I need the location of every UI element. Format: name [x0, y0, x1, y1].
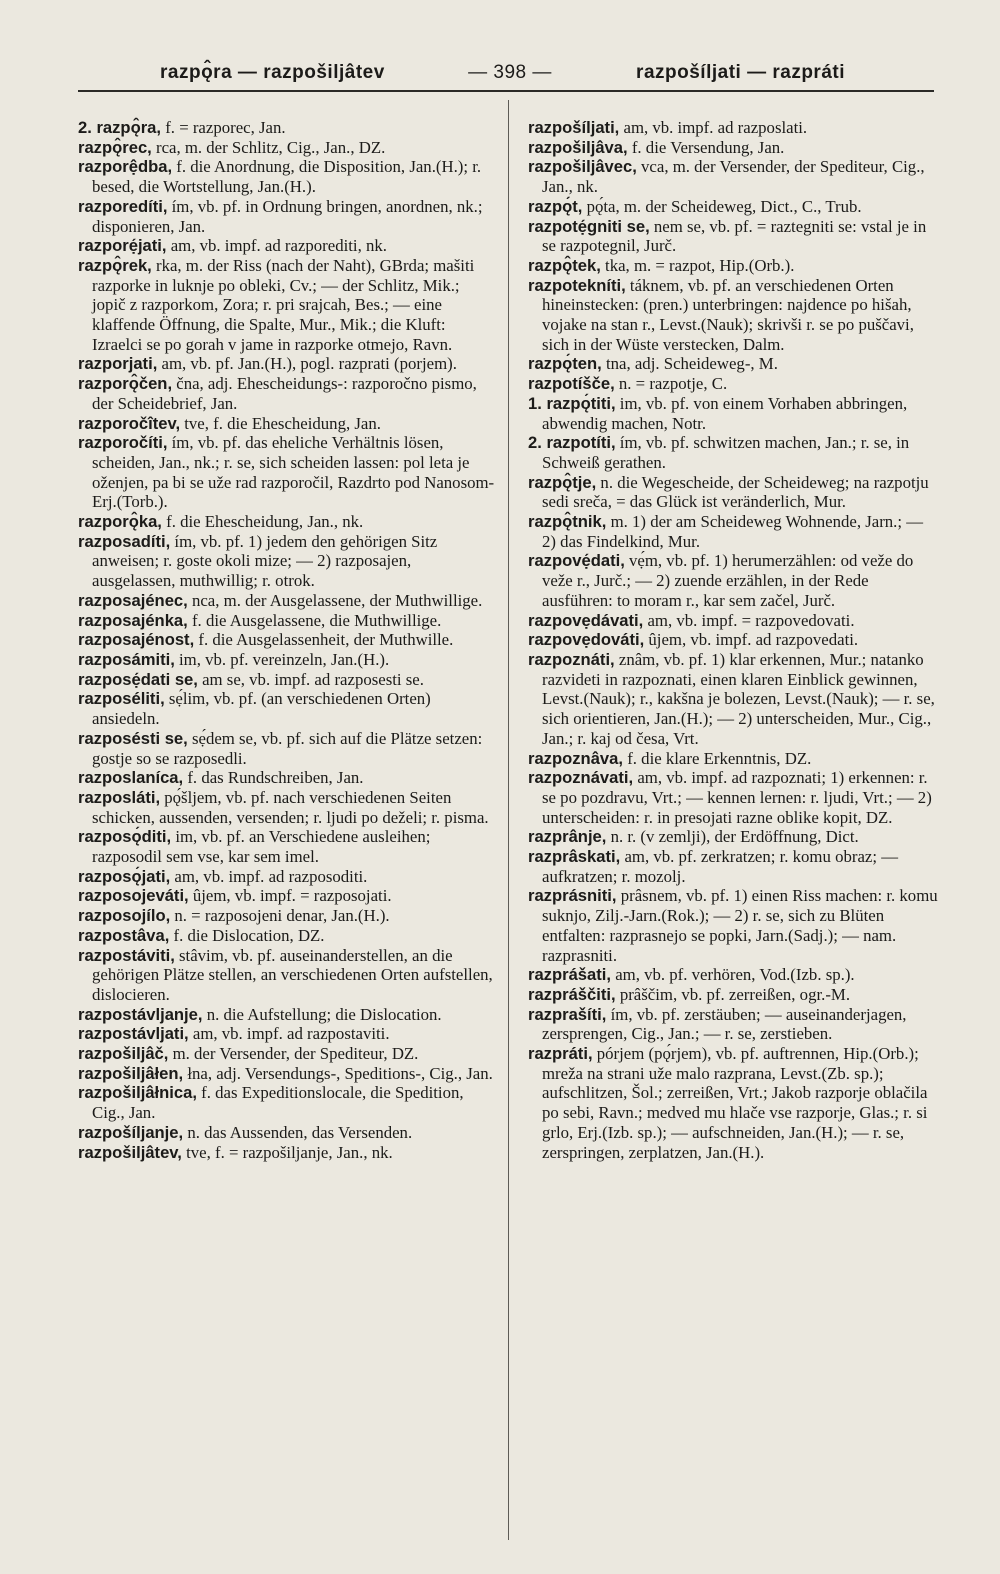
- definition: f. das Expeditionslocale, die Spedition, Cig., Jan.: [92, 1083, 464, 1123]
- headword: razpráti,: [528, 1044, 593, 1064]
- headword: razposlaníca,: [78, 768, 184, 788]
- dictionary-entry: [78, 354, 495, 374]
- headword: razpostâva,: [78, 925, 170, 945]
- definition: im, vb. pf. an Verschiedene ausleihen; razposodil sem vse, kar sem imel.: [92, 827, 431, 867]
- definition: f. das Rundschreiben, Jan.: [183, 768, 364, 788]
- dictionary-entry: [528, 630, 938, 650]
- definition: pórjem (pǫ́rjem), vb. pf. auftrennen, Hip.(Orb.); mreža na strani uže malo razprana, Levst.(Zb. sp.); aufschlitzen, Šol.; zerreißen, Vrt.; Jakob razporje oblačila po sebi, Ravn.; medved mu hlače vse razporje, Glas.; r. si grlo, Erj.(Izb. sp.); — aufschneiden, Jan.(H.); — r. se, zerspringen, zerplatzen, Jan.(H.).: [542, 1044, 928, 1162]
- headword: razpošiljâva,: [528, 137, 628, 157]
- dictionary-entry: [78, 414, 495, 434]
- dictionary-entry: [78, 670, 495, 690]
- dictionary-entry: [78, 1083, 495, 1122]
- definition: m. der Versender, der Spediteur, DZ.: [168, 1044, 419, 1064]
- dictionary-entry: [528, 650, 938, 749]
- headword: razporǫ̂čen,: [78, 374, 173, 394]
- dictionary-entry: [78, 1005, 495, 1025]
- dictionary-entry: [78, 946, 495, 1005]
- definition: ím, vb. pf. das eheliche Verhältnis lösen, scheiden, Jan., nk.; r. se, sich scheiden lassen: pol leta je oženjen, pa bi se uže rad razporočil, Razdrto pod Nanosom-Erj.(Torb.).: [92, 433, 495, 512]
- dictionary-entry: [528, 256, 938, 276]
- headword: razpovẹ́dati,: [528, 551, 625, 571]
- headword: razposẹ́dati se,: [78, 669, 198, 689]
- dictionary-entry: [78, 650, 495, 670]
- dictionary-entry: [78, 118, 495, 138]
- definition: f. die Versendung, Jan.: [627, 137, 785, 157]
- headword: 2. razpǫ̂ra,: [78, 118, 162, 137]
- dictionary-entry: [528, 138, 938, 158]
- definition: tna, adj. Scheideweg-, M.: [601, 354, 778, 374]
- dictionary-entry: [528, 473, 938, 512]
- dictionary-entry: [78, 1123, 495, 1143]
- headword: razposláti,: [78, 787, 161, 807]
- left-column: [78, 118, 495, 1162]
- dictionary-entry: [78, 926, 495, 946]
- dictionary-entry: [528, 768, 938, 827]
- headword: razporjati,: [78, 354, 158, 374]
- dictionary-entry: [78, 1024, 495, 1044]
- headword: razposámiti,: [78, 649, 175, 669]
- definition: ím, vb. pf. in Ordnung bringen, anordnen, nk.; disponieren, Jan.: [92, 196, 483, 236]
- dictionary-entry: [528, 827, 938, 847]
- definition: n. r. (v zemlji), der Erdöffnung, Dict.: [606, 827, 859, 847]
- definition: tka, m. = razpot, Hip.(Orb.).: [600, 255, 795, 275]
- definition: vẹ́m, vb. pf. 1) herumerzählen: od veže do veže r., Jurč.; — 2) zuende erzählen, in der Rede ausführen: to moram r., kar sem začel, Jurč.: [542, 551, 914, 610]
- definition: táknem, vb. pf. an verschiedenen Orten hineinstecken: (pren.) unterbringen: najdence po hišah, vojake na stan r., Levst.(Nauk); skrivši r. se po puščavi, sich in der Wüste verstecken, Dalm.: [542, 275, 914, 354]
- headword: razposojeváti,: [78, 886, 189, 906]
- headword: razpǫ̂tnik,: [528, 512, 607, 532]
- dictionary-entry: [78, 788, 495, 827]
- definition: n. = razposojeni denar, Jan.(H.).: [170, 906, 390, 926]
- headword: razposéliti,: [78, 689, 165, 709]
- headword: razporẹ́jati,: [78, 236, 167, 256]
- definition: f. die Dislocation, DZ.: [169, 925, 325, 945]
- definition: sẹ́dem se, vb. pf. sich auf die Plätze setzen: gostje so se razposedli.: [92, 728, 483, 768]
- headword: razposajénec,: [78, 590, 188, 610]
- headword: razpostávljati,: [78, 1024, 189, 1044]
- definition: ím, vb. pf. zerstäuben; — auseinanderjagen, zersprengen, Cig., Jan.; — r. se, zerstieben.: [542, 1004, 907, 1044]
- definition: vca, m. der Versender, der Spediteur, Cig., Jan., nk.: [542, 157, 925, 197]
- dictionary-entry: [78, 867, 495, 887]
- dictionary-entry: [78, 157, 495, 196]
- definition: čna, adj. Ehescheidungs-: razporočno pismo, der Scheidebrief, Jan.: [92, 374, 477, 413]
- definition: n. die Aufstellung; die Dislocation.: [202, 1004, 442, 1024]
- definition: am se, vb. impf. ad razposesti se.: [197, 669, 424, 689]
- headword: razposadíti,: [78, 531, 171, 551]
- headword: razprášati,: [528, 965, 612, 985]
- definition: rka, m. der Riss (nach der Naht), GBrda; mašiti razporke in luknje po obleki, Cv.; — der Schlitz, Mik.; jopič z razporkom, Zora; r. pri srajcah, Bes.; — eine klaffende Öffnung, die Spalte, Mur., Mik.; die Kluft: Izraelci se po gorah v jame in razporke otmejo, Ravn.: [92, 255, 475, 354]
- headword: razprânje,: [528, 827, 607, 847]
- headword: razpǫ́ten,: [528, 354, 602, 374]
- dictionary-entry: [78, 827, 495, 866]
- definition: am, vb. impf. ad razposlati.: [619, 118, 808, 137]
- headword: razpotekníti,: [528, 275, 626, 295]
- headword: razpošiljâłnica,: [78, 1083, 197, 1103]
- definition: pǫ́ta, m. der Scheideweg, Dict., C., Trub.: [582, 196, 862, 216]
- headword: razprâskati,: [528, 847, 621, 867]
- dictionary-entry: [78, 729, 495, 768]
- headword: razpošiljâtev,: [78, 1142, 182, 1162]
- headword: razporǫ̂ka,: [78, 512, 162, 532]
- headword: razposojílo,: [78, 906, 171, 926]
- definition: tve, f. die Ehescheidung, Jan.: [180, 413, 381, 433]
- definition: f. die klare Erkenntnis, DZ.: [623, 748, 812, 768]
- definition: ím, vb. pf. schwitzen machen, Jan.; r. se, in Schweiß gerathen.: [542, 433, 910, 472]
- headword: razpotẹ́gniti se,: [528, 216, 650, 236]
- headword: razposǫ́diti,: [78, 827, 172, 847]
- dictionary-entry: [78, 197, 495, 236]
- dictionary-entry: [78, 591, 495, 611]
- definition: f. die Ehescheidung, Jan., nk.: [161, 512, 364, 532]
- definition: im, vb. pf. von einem Vorhaben abbringen, abwendig machen, Notr.: [542, 393, 908, 433]
- headword: razpoznâva,: [528, 748, 623, 768]
- dictionary-entry: [78, 611, 495, 631]
- headword: 2. razpotíti,: [528, 433, 616, 453]
- headword: razporedíti,: [78, 196, 168, 216]
- dictionary-entry: [528, 512, 938, 551]
- dictionary-entry: [78, 1143, 495, 1163]
- dictionary-entry: [528, 847, 938, 886]
- headword: razpǫ̂tek,: [528, 255, 601, 275]
- dictionary-entry: [528, 374, 938, 394]
- headword: razporočíti,: [78, 433, 168, 453]
- headword: razposajénka,: [78, 610, 188, 630]
- dictionary-entry: [528, 354, 938, 374]
- definition: prâsnem, vb. pf. 1) einen Riss machen: r. komu suknjo, Zilj.-Jarn.(Rok.); — 2) r. se, sich zu Blüten entfalten: razprasnejo se popki, Jarn.(Sadj.); — nam. razprasniti.: [542, 886, 938, 965]
- dictionary-entry: [528, 118, 938, 138]
- definition: im, vb. pf. vereinzeln, Jan.(H.).: [174, 649, 390, 669]
- headword: razpráščiti,: [528, 984, 616, 1004]
- definition: łna, adj. Versendungs-, Speditions-, Cig., Jan.: [183, 1063, 493, 1083]
- column-separator: [508, 100, 509, 1540]
- dictionary-entry: [528, 1044, 938, 1162]
- running-header: [0, 58, 1000, 92]
- dictionary-entry: [528, 433, 938, 472]
- definition: am, vb. impf. ad razporediti, nk.: [166, 236, 387, 256]
- definition: n. die Wegescheide, der Scheideweg; na razpotju sedi sreča, = das Glück ist veränderlich, Mur.: [542, 472, 929, 512]
- definition: znâm, vb. pf. 1) klar erkennen, Mur.; natanko razvideti in razpoznati, einen klaren Einblick gewinnen, Levst.(Nauk); r., kakšna je bolezen, Levst.(Nauk); — r. se, sich orientieren, Jan.(H.); — 2) unterscheiden, Mur., Cig., Jan.; r. kaj od česa, Vrt.: [542, 649, 935, 748]
- headword: razprašíti,: [528, 1004, 607, 1024]
- dictionary-entry: [528, 157, 938, 196]
- dictionary-entry: [78, 433, 495, 512]
- definition: am, vb. impf. ad razposoditi.: [170, 866, 368, 886]
- headword: razporočîtev,: [78, 413, 181, 433]
- header-left-guideword: razpǫ̂ra — razpošiljâtev: [160, 62, 385, 83]
- definition: ûjem, vb. impf. = razposojati.: [188, 886, 392, 906]
- dictionary-entry: [78, 374, 495, 413]
- definition: am, vb. impf. ad razpoznati; 1) erkennen: r. se po pozdravu, Vrt.; — kennen lernen: r. ljudi, Vrt.; — 2) unterscheiden: r. in presojati razne oblike kopit, DZ.: [542, 768, 932, 827]
- dictionary-entry: [528, 965, 938, 985]
- definition: m. 1) der am Scheideweg Wohnende, Jarn.; — 2) das Findelkind, Mur.: [542, 512, 924, 551]
- headword: razpošiljâłen,: [78, 1063, 184, 1083]
- definition: rca, m. der Schlitz, Cig., Jan., DZ.: [151, 137, 386, 157]
- definition: sẹ́lim, vb. pf. (an verschiedenen Orten) ansiedeln.: [92, 689, 431, 729]
- headword: razpošiljâvec,: [528, 157, 637, 177]
- dictionary-entry: [78, 532, 495, 591]
- headword: razpoznáti,: [528, 649, 615, 669]
- dictionary-entry: [528, 276, 938, 355]
- headword: razpotíšče,: [528, 374, 615, 394]
- dictionary-entry: [78, 256, 495, 355]
- headword: razposajénost,: [78, 630, 195, 650]
- dictionary-entry: [78, 689, 495, 728]
- dictionary-entry: [78, 138, 495, 158]
- dictionary-entry: [528, 1005, 938, 1044]
- definition: n. = razpotje, C.: [614, 374, 728, 394]
- definition: f. die Anordnung, die Disposition, Jan.(H.); r. besed, die Wortstellung, Jan.(H.).: [92, 157, 482, 197]
- definition: ûjem, vb. impf. ad razpovedati.: [644, 630, 859, 650]
- dictionary-entry: [78, 906, 495, 926]
- dictionary-entry: [78, 512, 495, 532]
- definition: f. die Ausgelassenheit, der Muthwille.: [194, 630, 454, 650]
- header-rule: [78, 90, 934, 92]
- headword: razpošíljanje,: [78, 1122, 184, 1142]
- dictionary-entry: [78, 236, 495, 256]
- headword: razposǫ́jati,: [78, 866, 171, 886]
- headword: razpovẹdávati,: [528, 610, 644, 630]
- dictionary-entry: [528, 197, 938, 217]
- headword: 1. razpǫ́titi,: [528, 393, 616, 413]
- definition: ím, vb. pf. 1) jedem den gehörigen Sitz anweisen; r. goste okoli mize; — 2) razposajen, ausgelassen, muthwillig; r. otrok.: [92, 531, 438, 591]
- dictionary-entry: [78, 630, 495, 650]
- headword: razpǫ̂rec,: [78, 137, 152, 157]
- definition: prâščim, vb. pf. zerreißen, ogr.-M.: [615, 984, 851, 1004]
- definition: stâvim, vb. pf. auseinanderstellen, an die gehörigen Plätze stellen, an verschiedenen Orten aufstellen, dislocieren.: [92, 945, 493, 1004]
- headword: razpostáviti,: [78, 945, 175, 965]
- definition: am, vb. pf. zerkratzen; r. komu obraz; — aufkratzen; r. mozolj.: [542, 847, 898, 886]
- headword: razpovẹdováti,: [528, 630, 645, 650]
- definition: am, vb. impf. ad razpostaviti.: [188, 1024, 390, 1044]
- header-right-guideword: razpošíljati — razpráti: [636, 62, 845, 83]
- dictionary-entry: [528, 611, 938, 631]
- definition: tve, f. = razpošiljanje, Jan., nk.: [181, 1142, 393, 1162]
- dictionary-entry: [78, 1044, 495, 1064]
- definition: f. = razporec, Jan.: [161, 118, 286, 137]
- definition: am, vb. pf. Jan.(H.), pogl. razprati (porjem).: [157, 354, 457, 374]
- definition: am, vb. impf. = razpovedovati.: [643, 610, 855, 630]
- dictionary-entry: [78, 1064, 495, 1084]
- definition: nem se, vb. pf. = raztegniti se: vstal je in se razpotegnil, Jurč.: [542, 216, 927, 256]
- headword: razprásniti,: [528, 886, 617, 906]
- right-column: [528, 118, 938, 1162]
- definition: am, vb. pf. verhören, Vod.(Izb. sp.).: [611, 965, 855, 985]
- definition: f. die Ausgelassene, die Muthwillige.: [187, 610, 442, 630]
- headword: razpošiljâč,: [78, 1044, 169, 1064]
- dictionary-entry: [78, 768, 495, 788]
- headword: razporệdba,: [78, 157, 173, 177]
- headword: razpǫ̂rek,: [78, 255, 152, 275]
- headword: razpošíljati,: [528, 118, 620, 137]
- dictionary-entry: [528, 886, 938, 965]
- dictionary-entry: [78, 886, 495, 906]
- headword: razpoznávati,: [528, 768, 634, 788]
- definition: n. das Aussenden, das Versenden.: [183, 1122, 413, 1142]
- headword: razpǫ́t,: [528, 196, 583, 216]
- definition: nca, m. der Ausgelassene, der Muthwillige.: [187, 590, 483, 610]
- dictionary-entry: [528, 217, 938, 256]
- headword: razpostávljanje,: [78, 1004, 203, 1024]
- headword: razpǫ̂tje,: [528, 472, 597, 492]
- definition: pǫ́šljem, vb. pf. nach verschiedenen Seiten schicken, aussenden, versenden; r. ljudi po deželi; r. pisma.: [92, 787, 489, 827]
- page-number: — 398 —: [468, 62, 552, 83]
- headword: razposésti se,: [78, 728, 188, 748]
- dictionary-entry: [528, 985, 938, 1005]
- dictionary-entry: [528, 749, 938, 769]
- dictionary-entry: [528, 551, 938, 610]
- dictionary-entry: [528, 394, 938, 433]
